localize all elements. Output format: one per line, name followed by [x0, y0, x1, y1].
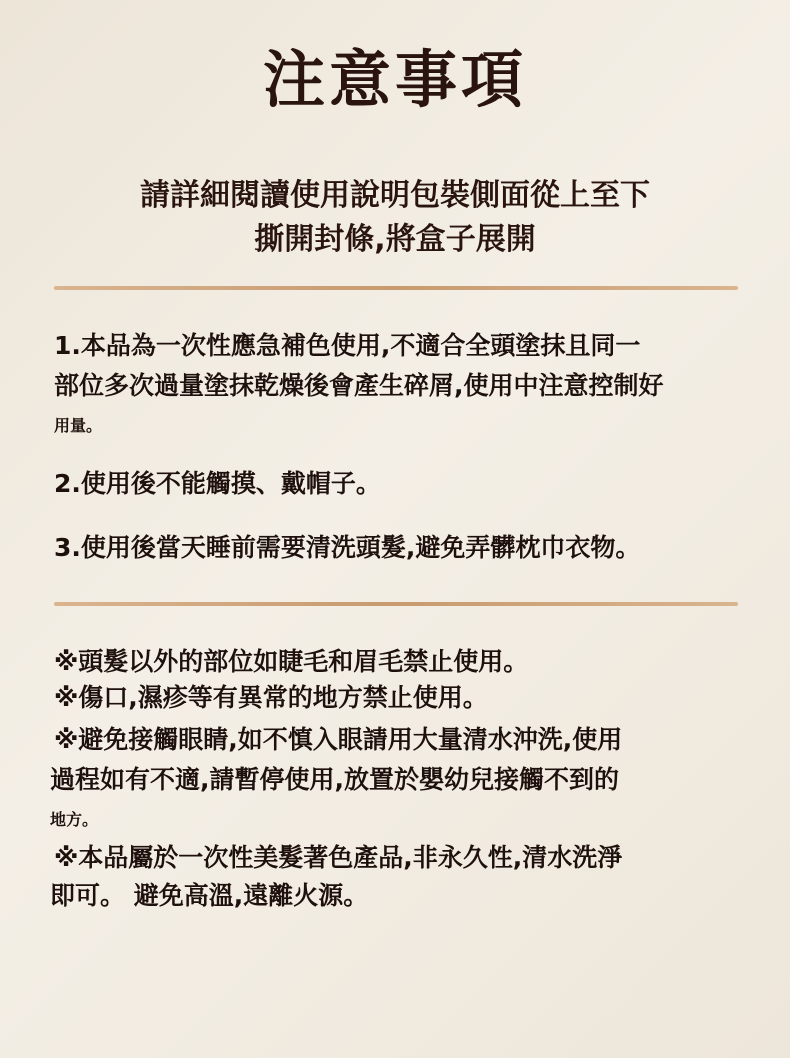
note-4-line-1: ※本品屬於一次性美髮著色產品,非永久性,清水洗淨	[54, 843, 623, 872]
divider-top	[54, 286, 738, 290]
intro-line-2: 撕開封條,將盒子展開	[254, 222, 536, 257]
note-4-line-2: 即可。 避免高溫,遠離火源。	[50, 881, 369, 910]
item-1-line-3: 用量。	[54, 416, 103, 435]
page-title: 注意事項	[262, 43, 527, 116]
divider-bottom	[54, 602, 738, 606]
note-3-line-2: 過程如有不適,請暫停使用,放置於嬰幼兒接觸不到的	[50, 765, 619, 794]
note-2: ※傷口,濕疹等有異常的地方禁止使用。	[54, 683, 488, 712]
note-3-line-1: ※避免接觸眼睛,如不慎入眼請用大量清水沖洗,使用	[54, 725, 623, 754]
item-1-line-2: 部位多次過量塗抹乾燥後會產生碎屑,使用中注意控制好	[54, 371, 664, 400]
note-1: ※頭髮以外的部位如睫毛和眉毛禁止使用。	[54, 647, 529, 676]
item-1-line-1: 1.本品為一次性應急補色使用,不適合全頭塗抹且同一	[54, 331, 641, 360]
item-3: 3.使用後當天睡前需要清洗頭髮,避免弄髒枕巾衣物。	[54, 533, 641, 562]
item-2: 2.使用後不能觸摸、戴帽子。	[54, 469, 381, 498]
note-3-line-3: 地方。	[50, 810, 99, 829]
intro-line-1: 請詳細閱讀使用說明包裝側面從上至下	[140, 178, 650, 213]
